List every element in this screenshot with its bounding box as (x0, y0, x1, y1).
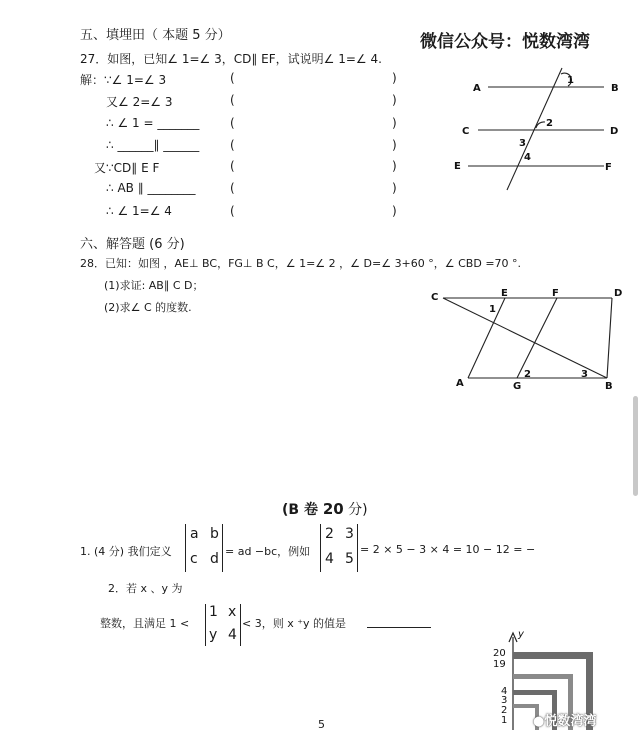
scrollbar-thumb[interactable] (633, 396, 638, 496)
proof-step-4-paren: ( (230, 138, 235, 152)
fig2-label-F: F (552, 288, 559, 299)
proof-step-4-label: ∴ ______∥ ______ (106, 138, 200, 152)
fig2-label-C: C (431, 292, 439, 303)
fig3-tick-19: 19 (493, 659, 506, 670)
det2-b: 3 (345, 526, 354, 542)
fig3-tick-4: 4 (501, 686, 508, 697)
watermark-text: 悦数湾湾 (544, 714, 597, 729)
proof-step-5-label: 又∵CD∥ E F (94, 161, 160, 175)
fig3-tick-3: 3 (501, 695, 508, 706)
q2-line1: 2．若 x 、y 为 (108, 582, 183, 595)
det2-d: 5 (345, 551, 354, 567)
q1-prefix: 1. (4 分) 我们定义 (80, 545, 172, 558)
fig3-axis-y: y (518, 629, 524, 640)
section-b-title (282, 499, 368, 519)
proof-step-3-label: ∴ ∠ 1 = _______ (106, 116, 200, 130)
proof-step-3-close: ) (392, 116, 397, 130)
section5-title: 五、填埋田（ 本题 5 分） (80, 28, 231, 43)
fig1-label-C: C (462, 126, 470, 137)
proof-step-1-close: ) (392, 71, 397, 85)
det2-c: 4 (325, 551, 334, 567)
fig2-label-D: D (614, 288, 623, 299)
fig1-label-B: B (611, 83, 619, 94)
wechat-banner: 微信公众号：悦数湾湾 (420, 32, 590, 52)
fig2-label-A: A (456, 378, 464, 389)
proof-step-7-paren: ( (230, 204, 235, 218)
fig3-tick-1: 1 (501, 715, 508, 726)
det3-d: 4 (228, 627, 237, 643)
proof-step-2-label: 又∠ 2=∠ 3 (106, 95, 173, 109)
q1-suffix: = 2 × 5 − 3 × 4 = 10 − 12 = − (360, 543, 536, 556)
det3-c: y (209, 627, 218, 643)
fig2-angle-3: 3 (581, 369, 588, 380)
proof-step-2-close: ) (392, 93, 397, 107)
proof-step-6-paren: ( (230, 181, 235, 195)
fig1-label-D: D (610, 126, 619, 137)
q2-prefix: 整数，且满足 1 < (100, 617, 190, 630)
proof-step-1-label: 解：∵∠ 1=∠ 3 (80, 73, 167, 87)
det1-c: c (190, 551, 198, 567)
fig1-angle-4: 4 (524, 152, 531, 163)
fig1-label-F: F (605, 162, 612, 173)
proof-step-5-paren: ( (230, 159, 235, 173)
fig2-angle-2: 2 (524, 369, 531, 380)
det1-d: d (210, 551, 219, 567)
proof-step-2-paren: ( (230, 93, 235, 107)
q2-answer-blank (367, 627, 431, 628)
proof-step-7-label: ∴ ∠ 1=∠ 4 (106, 204, 172, 218)
section-b-score: 20 (322, 500, 344, 518)
fig2-angle-1: 1 (489, 304, 496, 315)
question-28: 28．已知：如图 ，AE⊥ BC，FG⊥ B C，∠ 1=∠ 2 ，∠ D=∠ 3+60 °，∠ CBD =70 °. (80, 257, 522, 270)
section-b-title-pre: (B 卷 (282, 502, 323, 518)
fig1-angle-2: 2 (546, 118, 553, 129)
fig1-angle-3: 3 (519, 138, 526, 149)
proof-step-4-close: ) (392, 138, 397, 152)
fig1-label-E: E (454, 161, 461, 172)
section6-title: 六、解答题 (6 分) (80, 237, 185, 252)
det3-a: 1 (209, 604, 218, 620)
question-28-part2: (2)求∠ C 的度数. (104, 301, 192, 314)
proof-step-6-close: ) (392, 181, 397, 195)
det1-a: a (190, 526, 199, 542)
fig2-label-B: B (605, 381, 613, 392)
question-28-part1: (1)求证: AB∥ C D； (104, 279, 204, 292)
det1-b: b (210, 526, 219, 542)
proof-step-5-close: ) (392, 159, 397, 173)
q2-suffix: < 3，则 x ⁺y 的值是 (242, 617, 347, 630)
fig2-label-E: E (501, 288, 508, 299)
proof-step-7-close: ) (392, 204, 397, 218)
proof-step-3-paren: ( (230, 116, 235, 130)
det3-b: x (228, 604, 237, 620)
fig1-angle-1: 1 (567, 75, 574, 86)
proof-step-1-paren: ( (230, 71, 235, 85)
q1-middle: = ad −bc，例如 (225, 545, 311, 558)
section-b-title-post: 分) (343, 502, 368, 518)
watermark (533, 710, 596, 729)
fig1-label-A: A (473, 83, 481, 94)
fig3-tick-20: 20 (493, 648, 506, 659)
fig2-label-G: G (513, 381, 522, 392)
determinant-example (320, 524, 358, 572)
det2-a: 2 (325, 526, 334, 542)
determinant-abcd (185, 524, 223, 572)
determinant-1xy4 (205, 604, 241, 646)
watermark-logo-icon: ● (533, 714, 545, 729)
proof-step-6-label: ∴ AB ∥ ________ (106, 181, 196, 195)
page-number: 5 (318, 718, 325, 731)
fig3-tick-2: 2 (501, 705, 508, 716)
question-27: 27．如图，已知∠ 1=∠ 3，CD∥ EF，试说明∠ 1=∠ 4. (80, 52, 382, 66)
